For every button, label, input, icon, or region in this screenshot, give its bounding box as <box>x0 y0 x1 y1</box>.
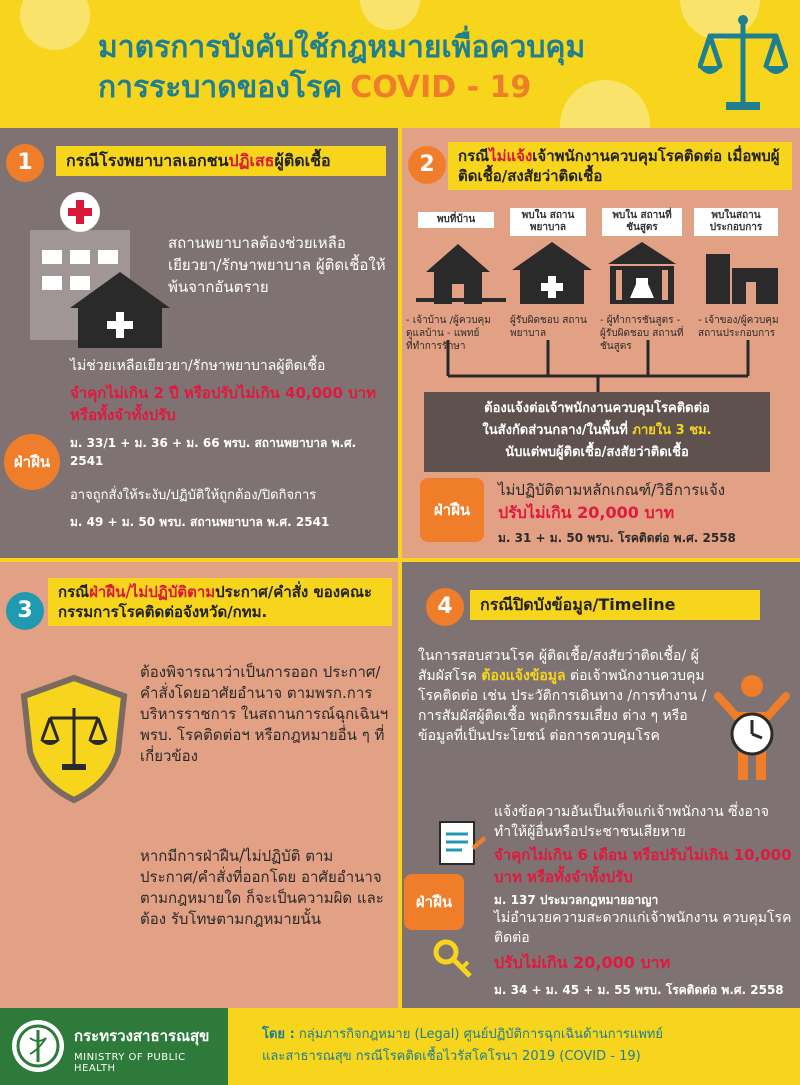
step-number: 1 <box>6 144 44 182</box>
order-text: อาจถูกสั่งให้ระงับ/ปฏิบัติให้ถูกต้อง/ปิดกิจการ <box>70 488 317 503</box>
justice-scale-icon <box>698 12 788 116</box>
footer <box>0 1008 800 1085</box>
key-icon <box>432 938 476 982</box>
banner-text: กรณีโรงพยาบาลเอกชน <box>66 151 229 170</box>
law-reference: ม. 31 + ม. 50 พรบ. โรคติดต่อ พ.ศ. 2558 <box>498 531 736 545</box>
step-number: 2 <box>408 146 446 184</box>
header <box>0 0 800 128</box>
business-building-icon <box>706 254 778 304</box>
location-label-business: พบในสถาน ประกอบการ <box>694 208 778 236</box>
order-violation-text: หากมีการฝ่าฝืน/ไม่ปฏิบัติ ตามประกาศ/คำสั่งที่ออกโดย อาศัยอำนาจตามกฎหมายใด ก็จะเป็นความผิด และต้อง รับโทษตามกฎหมายนั้น <box>140 847 384 928</box>
violation-badge: ฝ่าฝืน <box>420 478 484 542</box>
step-number: 3 <box>6 592 44 630</box>
panel-not-notifying <box>402 128 800 558</box>
credit-line <box>262 1024 792 1046</box>
location-icons <box>416 238 786 310</box>
page-title: มาตรการบังคับใช้กฎหมายเพื่อควบคุม <box>98 30 586 65</box>
ministry-name-th: กระทรวงสาธารณสุข <box>74 1027 210 1045</box>
penalty-text: จำคุกไม่เกิน 6 เดือน หรือปรับไม่เกิน 10,000 บาท หรือทั้งจำทั้งปรับ <box>494 846 792 886</box>
penalty-text: ปรับไม่เกิน 20,000 บาท <box>498 503 675 522</box>
investigation-text <box>418 646 708 746</box>
location-desc-business: - เจ้าของ/ผู้ควบคุม สถานประกอบการ <box>698 315 779 339</box>
banner-highlight: ไม่แจ้ง <box>489 147 533 165</box>
case-text: ไม่ปฏิบัติตามหลักเกณฑ์/วิธีการแจ้ง <box>498 481 726 499</box>
notify-line: ต้องแจ้งต่อเจ้าพนักงานควบคุมโรคติดต่อ <box>484 401 710 416</box>
step-number: 4 <box>426 588 464 626</box>
credit-label: โดย : <box>262 1027 295 1042</box>
case-text: ไม่ช่วยเหลือเยียวยา/รักษาพยาบาลผู้ติดเชื้อ <box>70 358 326 374</box>
panel-conceal-info <box>402 562 800 1008</box>
decor-bubble <box>20 0 90 50</box>
obstruct-text: ไม่อำนวยความสะดวกแก่เจ้าพนักงาน ควบคุมโรคติดต่อ <box>494 910 792 946</box>
ministry-name-en: MINISTRY OF PUBLIC HEALTH <box>74 1052 186 1074</box>
location-label-hospital: พบใน สถานพยาบาล <box>510 208 586 236</box>
location-desc-home: - เจ้าบ้าน /ผู้ควบคุมดูแลบ้าน - แพทย์ที่ทำการรักษา <box>406 315 491 352</box>
banner-highlight: ฝ่าฝืน/ไม่ปฏิบัติตาม <box>89 583 216 601</box>
violation-badge: ฝ่าฝืน <box>4 434 60 490</box>
notify-text: ในสังกัดส่วนกลาง/ในพื้นที่ <box>482 423 628 438</box>
banner-text: ผู้ติดเชื้อ <box>274 151 331 170</box>
credit-line: และสาธารณสุข กรณีโรคติดเชื้อไวรัสโคโรนา 2019 (COVID - 19) <box>262 1049 641 1064</box>
order-consideration-text: ต้องพิจารณาว่าเป็นการออก ประกาศ/คำสั่งโดยอาศัยอำนาจ ตามพรก.การบริหารราชการ ในสถานการณ์ฉุกเฉินฯ พรบ. โรคติดต่อฯ หรือกฎหมายอื่น ๆ ที่เกี่ยวข้อง <box>140 663 389 765</box>
law-reference: ม. 49 + ม. 50 พรบ. สถานพยาบาล พ.ศ. 2541 <box>70 515 330 529</box>
notify-deadline: ภายใน 3 ชม. <box>632 423 712 438</box>
title-covid: COVID - 19 <box>350 70 532 105</box>
location-desc-lab: - ผู้ทำการชันสูตร - ผู้รับผิดชอบ สถานที่ชันสูตร <box>600 315 684 352</box>
section-banner: กรณีปิดบังข้อมูล/Timeline <box>470 590 760 620</box>
decor-bubble <box>560 80 650 128</box>
panel-violate-order <box>0 562 398 1008</box>
person-clock-icon <box>708 672 796 782</box>
banner-text: กรณี <box>58 583 90 601</box>
law-reference: ม. 137 ประมวลกฎหมายอาญา <box>494 893 659 907</box>
hospital-duty-text: สถานพยาบาลต้องช่วยเหลือ เยียวยา/รักษาพยาบาล ผู้ติดเชื้อให้พ้นจากอันตราย <box>168 234 386 296</box>
panel-private-hospital <box>0 128 398 558</box>
location-desc-hospital: ผู้รับผิดชอบ สถานพยาบาล <box>510 315 587 339</box>
investigation-highlight: ต้องแจ้งข้อมูล <box>481 668 566 684</box>
false-report-text: แจ้งข้อความอันเป็นเท็จแก่เจ้าพนักงาน ซึ่งอาจทำให้ผู้อื่นหรือประชาชนเสียหาย <box>494 804 769 840</box>
section-banner <box>448 142 792 190</box>
violation-badge: ฝ่าฝืน <box>404 874 464 930</box>
ministry-logo-icon <box>10 1018 66 1074</box>
credit-org: กลุ่มภารกิจกฎหมาย (Legal) ศูนย์ปฏิบัติการฉุกเฉินด้านการแพทย์ <box>298 1027 663 1042</box>
notify-requirement-box <box>424 392 770 472</box>
home-icon <box>416 244 506 304</box>
shield-scale-icon <box>18 674 130 804</box>
location-label-home: พบที่บ้าน <box>418 212 494 228</box>
section-banner <box>48 578 392 626</box>
banner-highlight: ปฏิเสธ <box>228 151 275 170</box>
flow-connector-lines <box>402 340 800 394</box>
law-reference: ม. 34 + ม. 45 + ม. 55 พรบ. โรคติดต่อ พ.ศ. 2558 <box>494 983 784 997</box>
banner-text: กรณี <box>458 147 490 165</box>
title-text: การระบาดของโรค <box>98 70 343 105</box>
banner-text: ประกาศ/คำสั่ง ของคณะกรรมการโรคติดต่อจังหวัด/กทม. <box>58 583 373 621</box>
legal-document-icon <box>436 816 488 872</box>
investigation-post: ต่อเจ้าพนักงานควบคุมโรคติดต่อ เช่น ประวัติการเดินทาง /การทำงาน /การสัมผัสผู้ติดเชื้อ พฤติกรรมเสี่ยง ต่าง ๆ หรือข้อมูลที่เป็นประโยชน์ ต่อการควบคุมโรค <box>418 668 707 744</box>
section-banner <box>56 146 386 176</box>
credit-text <box>262 1024 792 1068</box>
ministry-block <box>0 1008 228 1085</box>
notify-line <box>424 420 770 442</box>
hospital-building-icon <box>512 242 592 304</box>
hospital-icon <box>20 190 170 350</box>
location-label-lab: พบใน สถานที่ชันสูตร <box>602 208 682 236</box>
banner-text: เจ้าพนักงานควบคุมโรคติดต่อ เมื่อพบผู้ติดเชื้อ/สงสัยว่าติดเชื้อ <box>458 147 780 185</box>
penalty-text: ปรับไม่เกิน 20,000 บาท <box>494 953 671 972</box>
lab-building-icon <box>608 242 676 304</box>
penalty-text: จำคุกไม่เกิน 2 ปี หรือปรับไม่เกิน 40,000 บาท หรือทั้งจำทั้งปรับ <box>70 384 376 424</box>
investigation-pre: ในการสอบสวนโรค ผู้ติดเชื้อ/สงสัยว่าติดเชื้อ/ ผู้สัมผัสโรค <box>418 648 699 684</box>
law-reference: ม. 33/1 + ม. 36 + ม. 66 พรบ. สถานพยาบาล พ.ศ. 2541 <box>70 436 357 468</box>
page-title-line2 <box>98 64 531 111</box>
notify-line: นับแต่พบผู้ติดเชื้อ/สงสัยว่าติดเชื้อ <box>505 445 689 460</box>
